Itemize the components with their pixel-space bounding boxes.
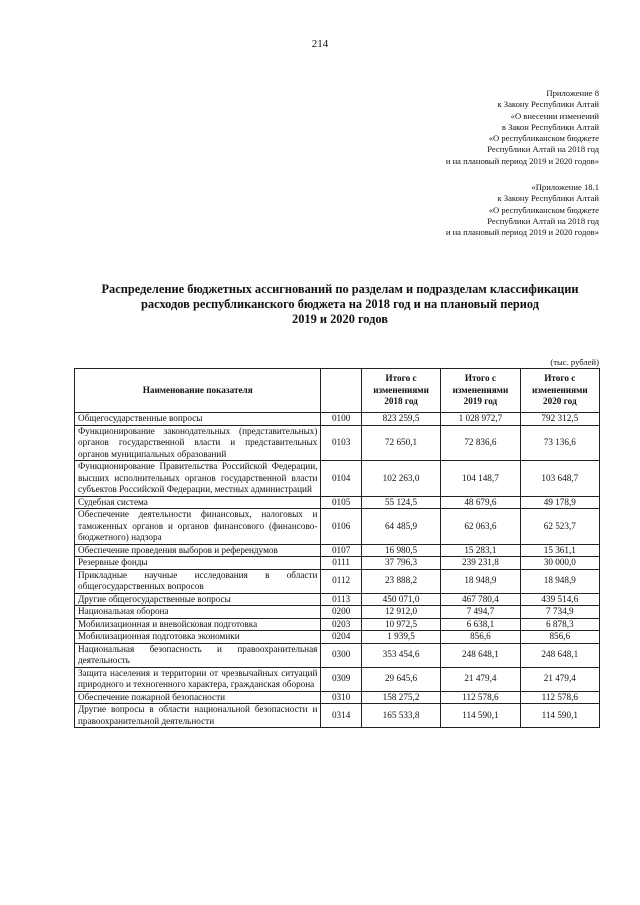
row-value-2020: 62 523,7: [520, 509, 599, 545]
table-row: [75, 544, 600, 557]
annex-quote: [446, 182, 599, 238]
title-line: 2019 и 2020 годов: [292, 312, 388, 326]
row-value-2019: 248 648,1: [441, 643, 520, 667]
annex-line: Республики Алтай на 2018 год: [487, 144, 599, 155]
row-code-cell: 0309: [321, 667, 361, 691]
annex-line: Приложение 8: [546, 88, 599, 98]
row-value-2018: 55 124,5: [361, 496, 440, 509]
table-row: [75, 509, 600, 545]
row-name-cell: Общегосударственные вопросы: [75, 413, 321, 426]
table-row: [75, 691, 600, 704]
row-name-cell: Судебная система: [75, 496, 321, 509]
annex-line: к Закону Республики Алтай: [497, 193, 599, 204]
row-value-2018: 165 533,8: [361, 704, 440, 728]
row-code-cell: 0111: [321, 557, 361, 570]
row-value-2018: 23 888,2: [361, 569, 440, 593]
row-name-cell: Другие вопросы в области национальной безопасности и правоохранительной деятельности: [75, 704, 321, 728]
row-name-cell: Обеспечение деятельности финансовых, налоговых и таможенных органов и органов финансового (финансово-бюджетного) надзора: [75, 509, 321, 545]
row-value-2020: 6 878,3: [520, 618, 599, 631]
row-code-cell: 0107: [321, 544, 361, 557]
row-value-2020: 7 734,9: [520, 606, 599, 619]
table-row: [75, 667, 600, 691]
row-value-2018: 37 796,3: [361, 557, 440, 570]
row-value-2020: 439 514,6: [520, 593, 599, 606]
table-row: [75, 425, 600, 461]
row-value-2018: 158 275,2: [361, 691, 440, 704]
row-value-2020: 792 312,5: [520, 413, 599, 426]
annex-line: «Приложение 18.1: [531, 182, 599, 192]
table-row: [75, 496, 600, 509]
page-number: 214: [311, 38, 329, 50]
table-row: [75, 606, 600, 619]
row-value-2018: 102 263,0: [361, 461, 440, 497]
document-title: [70, 282, 610, 327]
row-code-cell: 0204: [321, 631, 361, 644]
row-value-2018: 16 980,5: [361, 544, 440, 557]
row-name-cell: Мобилизационная подготовка экономики: [75, 631, 321, 644]
header-name: Наименование показателя: [75, 369, 321, 413]
table-row: [75, 413, 600, 426]
row-code-cell: 0314: [321, 704, 361, 728]
row-name-cell: Резервные фонды: [75, 557, 321, 570]
row-value-2019: 6 638,1: [441, 618, 520, 631]
row-code-cell: 0104: [321, 461, 361, 497]
row-value-2020: 248 648,1: [520, 643, 599, 667]
row-value-2020: 103 648,7: [520, 461, 599, 497]
annex-line: «О республиканском бюджете: [488, 204, 599, 215]
row-name-cell: Другие общегосударственные вопросы: [75, 593, 321, 606]
row-code-cell: 0106: [321, 509, 361, 545]
row-value-2020: 49 178,9: [520, 496, 599, 509]
row-value-2019: 72 836,6: [441, 425, 520, 461]
table-row: [75, 569, 600, 593]
row-value-2019: 62 063,6: [441, 509, 520, 545]
annex-line: в Закон Республики Алтай: [501, 121, 599, 132]
row-code-cell: 0200: [321, 606, 361, 619]
row-code-cell: 0100: [321, 413, 361, 426]
table-row: [75, 704, 600, 728]
row-value-2019: 48 679,6: [441, 496, 520, 509]
row-value-2019: 856,6: [441, 631, 520, 644]
row-value-2019: 7 494,7: [441, 606, 520, 619]
row-value-2018: 12 912,0: [361, 606, 440, 619]
header-code: [321, 369, 361, 413]
table-row: [75, 557, 600, 570]
row-value-2019: 114 590,1: [441, 704, 520, 728]
annex-line: и на плановый период 2019 и 2020 годов»: [445, 155, 599, 166]
row-value-2020: 18 948,9: [520, 569, 599, 593]
table-row: [75, 593, 600, 606]
annex-line: Республики Алтай на 2018 год: [487, 215, 599, 226]
row-code-cell: 0300: [321, 643, 361, 667]
row-code-cell: 0112: [321, 569, 361, 593]
row-name-cell: Прикладные научные исследования в области общегосударственных вопросов: [75, 569, 321, 593]
annex-line: «О республиканском бюджете: [488, 133, 599, 144]
header-2020: Итого с изменениями 2020 год: [520, 369, 599, 413]
row-value-2020: 21 479,4: [520, 667, 599, 691]
annex-line: «О внесении изменений: [510, 110, 599, 121]
row-value-2019: 18 948,9: [441, 569, 520, 593]
header-2019: Итого с изменениями 2019 год: [441, 369, 520, 413]
row-value-2018: 450 071,0: [361, 593, 440, 606]
table-row: [75, 631, 600, 644]
row-value-2019: 467 780,4: [441, 593, 520, 606]
row-value-2018: 29 645,6: [361, 667, 440, 691]
row-value-2020: 30 000,0: [520, 557, 599, 570]
row-code-cell: 0103: [321, 425, 361, 461]
row-name-cell: Мобилизационная и вневойсковая подготовка: [75, 618, 321, 631]
row-value-2020: 856,6: [520, 631, 599, 644]
row-value-2019: 15 283,1: [441, 544, 520, 557]
row-value-2019: 239 231,8: [441, 557, 520, 570]
annex-line: и на плановый период 2019 и 2020 годов»: [445, 227, 599, 238]
row-code-cell: 0203: [321, 618, 361, 631]
title-line: Распределение бюджетных ассигнований по разделам и подразделам классификации: [101, 282, 579, 296]
row-value-2020: 112 578,6: [520, 691, 599, 704]
annex-line: к Закону Республики Алтай: [497, 99, 599, 110]
row-value-2018: 64 485,9: [361, 509, 440, 545]
row-value-2019: 21 479,4: [441, 667, 520, 691]
title-line: расходов республиканского бюджета на 2018 год и на плановый период: [141, 297, 539, 311]
row-value-2019: 1 028 972,7: [441, 413, 520, 426]
table-row: [75, 461, 600, 497]
row-name-cell: Обеспечение проведения выборов и референдумов: [75, 544, 321, 557]
row-code-cell: 0310: [321, 691, 361, 704]
annex-header: [446, 88, 599, 167]
row-value-2018: 72 650,1: [361, 425, 440, 461]
row-value-2020: 114 590,1: [520, 704, 599, 728]
row-value-2018: 823 259,5: [361, 413, 440, 426]
row-name-cell: Функционирование Правительства Российской Федерации, высших исполнительных органов государственной власти субъектов Российской Федерации, местных администраций: [75, 461, 321, 497]
row-name-cell: Национальная безопасность и правоохранительная деятельность: [75, 643, 321, 667]
row-value-2019: 104 148,7: [441, 461, 520, 497]
row-name-cell: Национальная оборона: [75, 606, 321, 619]
units-note: (тыс. рублей): [550, 357, 599, 367]
budget-table: [74, 368, 600, 728]
table-body: [75, 413, 600, 728]
row-value-2020: 73 136,6: [520, 425, 599, 461]
header-2018: Итого с изменениями 2018 год: [361, 369, 440, 413]
table-row: [75, 643, 600, 667]
row-value-2018: 353 454,6: [361, 643, 440, 667]
table-header-row: [75, 369, 600, 413]
row-value-2018: 10 972,5: [361, 618, 440, 631]
row-value-2018: 1 939,5: [361, 631, 440, 644]
table-row: [75, 618, 600, 631]
row-value-2020: 15 361,1: [520, 544, 599, 557]
row-name-cell: Функционирование законодательных (представительных) органов государственной власти и представительных органов муниципальных образований: [75, 425, 321, 461]
row-name-cell: Защита населения и территории от чрезвычайных ситуаций природного и техногенного характера, гражданская оборона: [75, 667, 321, 691]
row-value-2019: 112 578,6: [441, 691, 520, 704]
row-code-cell: 0105: [321, 496, 361, 509]
row-code-cell: 0113: [321, 593, 361, 606]
row-name-cell: Обеспечение пожарной безопасности: [75, 691, 321, 704]
